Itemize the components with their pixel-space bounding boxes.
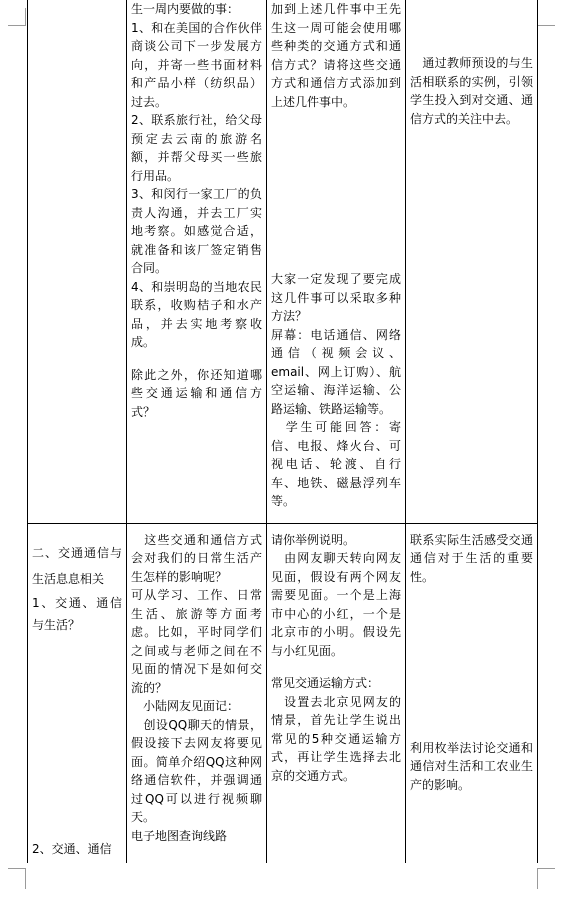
table-row (28, 523, 538, 863)
task-item-3: 3、和闵行一家工厂的负责人沟通，并去工厂实地考察。如感觉合适，就准备和该厂签定销售合同。 (131, 187, 262, 275)
crop-mark-bottom-right (537, 868, 555, 889)
row1-activity-cell (267, 0, 406, 523)
lesson-plan-table (27, 0, 538, 863)
crop-mark-top-left (8, 8, 26, 26)
subsection-heading: 1、交通、通信与生活？ (32, 595, 122, 632)
task-item-1: 1、和在美国的合作伙伴商谈公司下一步发展方向，并寄一些书面材料和产品小样（纺织品）过去。 (131, 20, 262, 109)
row2-section-cell (28, 523, 127, 863)
text-line: 生一周内要做的事： (131, 2, 240, 16)
crop-mark-bottom-left (8, 868, 26, 889)
text-line: 电子地图查询线路 (131, 828, 228, 843)
text-line: 请你举例说明。 (271, 532, 356, 547)
beijing-scenario: 设置去北京见网友的情景，首先让学生说出常见的5种交通运输方式，再让学生选择去北京的交通方式。 (271, 694, 401, 783)
row1-purpose-cell (406, 0, 538, 523)
qq-scenario: 创设QQ聊天的情景，假设接下去网友将要见面。简单介绍QQ这种网络通信软件，并强调通过QQ可以进行视频聊天。 (131, 717, 262, 824)
task-item-2: 2、联系旅行社，给父母预定去云南的旅游名额，并帮父母买一些旅行用品。 (131, 113, 262, 183)
screen-content: 屏幕：电话通信、网络通信（视频会议、email、网上订购）、航空运输、海洋运输、公路运输、铁路运输等。 (271, 327, 401, 416)
text-line: 可从学习、工作、日常生活、旅游等方面考虑。比如，平时同学们之间或与老师之间在不见面的情况下是如何交流的？ (131, 588, 262, 695)
design-purpose: 通过教师预设的与生活相联系的实例，引领学生投入到对交通、通信方式的关注中去。 (410, 56, 533, 126)
text-line: 常见交通运输方式： (271, 676, 380, 690)
student-answers: 学生可能回答：寄信、电报、烽火台、可视电话、轮渡、自行车、地铁、磁悬浮列车等。 (271, 420, 401, 508)
design-purpose: 利用枚举法讨论交通和通信对生活和工农业生产的影响。 (410, 740, 533, 792)
row2-purpose-cell (406, 523, 538, 863)
crop-mark-top-right (537, 8, 555, 26)
row2-activity-cell (267, 523, 406, 863)
text-line: 这些交通和通信方式会对我们的日常生活产生怎样的影响呢？ (131, 532, 262, 584)
row1-section-cell (28, 0, 127, 523)
design-purpose: 联系实际生活感受交通通信对于生活的重要性。 (410, 532, 533, 584)
row1-teaching-content-cell (127, 0, 267, 523)
activity-prompt: 加到上述几件事中王先生这一周可能会使用哪些种类的交通方式和通信方式？请将这些交通方式和通信方式添加到上述几件事中。 (271, 2, 401, 109)
row2-teaching-content-cell (127, 523, 267, 863)
meeting-scenario: 由网友聊天转向网友见面，假设有两个网友需要见面。一个是上海市中心的小红，一个是北京市的小明。假设先与小红见面。 (271, 551, 401, 658)
section-heading: 二、交通通信与生活息息相关 (32, 545, 122, 586)
subsection-heading: 2、交通、通信 (32, 841, 112, 856)
table-row (28, 0, 538, 523)
text-line: 大家一定发现了要完成这几件事可以采取多种方法？ (271, 272, 401, 323)
text-line: 小陆网友见面记： (131, 699, 240, 713)
task-item-4: 4、和崇明岛的当地农民联系，收购桔子和水产品，并去实地考察收成。 (131, 279, 262, 349)
text-line: 除此之外，你还知道哪些交通运输和通信方式？ (131, 367, 262, 419)
